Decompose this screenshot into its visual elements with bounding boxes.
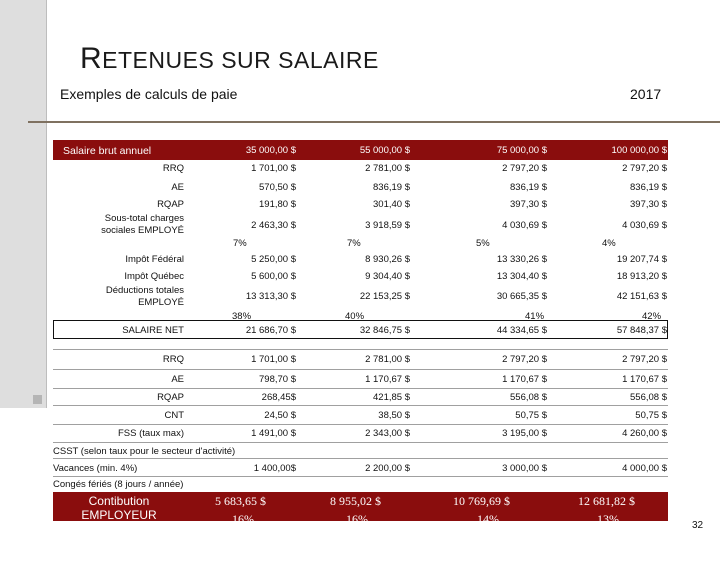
table-cell: 556,08 $ [630,392,667,403]
csst-label: CSST (selon taux pour le secteur d'activité) [53,446,236,457]
pct-cell: 4% [602,238,616,249]
table-cell: 50,75 $ [515,410,547,421]
footer-value: 5 683,65 $ [215,494,266,508]
table-cell: 44 334,65 $ [496,325,547,336]
row-label-fss: FSS (taux max) [118,428,184,439]
table-cell: 5 250,00 $ [251,254,296,265]
table-cell: 1 170,67 $ [502,374,547,385]
footer-label-2: EMPLOYEUR [81,508,157,522]
table-cell: 50,75 $ [635,410,667,421]
row-label-deductions: Déductions totales EMPLOYÉ [105,285,184,308]
table-cell: 30 665,35 $ [496,291,547,302]
table-cell: 32 846,75 $ [359,325,410,336]
salary-0: 35 000,00 $ [245,145,296,156]
title-initial: R [80,42,103,75]
table-cell: 13 304,40 $ [496,271,547,282]
header-label: Salaire brut annuel [63,145,152,157]
table-cell: 4 030,69 $ [622,220,667,231]
table-cell: 2 463,30 $ [251,220,296,231]
row-divider [53,424,668,425]
row-label-quebec: Impôt Québec [124,271,184,282]
table-cell: 42 151,63 $ [616,291,667,302]
pct-cell: 5% [476,238,490,249]
table-cell: 2 200,00 $ [365,463,410,474]
title-rule [28,121,720,123]
table-cell: 836,19 $ [630,182,667,193]
row-label-vacances: Vacances (min. 4%) [53,463,138,474]
side-decoration [0,0,46,408]
subtitle: Exemples de calculs de paie [60,86,238,102]
row-divider [53,349,668,350]
row-label-subtotal: Sous-total charges sociales EMPLOYÉ [101,213,184,236]
table-cell: 13 330,26 $ [496,254,547,265]
salary-2: 75 000,00 $ [496,145,547,156]
table-cell: 9 304,40 $ [365,271,410,282]
pct-cell: 42% [642,311,662,322]
table-cell: 1 170,67 $ [622,374,667,385]
pct-cell: 7% [233,238,247,249]
title-rest: ETENUES SUR SALAIRE [102,47,379,73]
table-cell: 2 797,20 $ [622,354,667,365]
table-cell: 13 313,30 $ [245,291,296,302]
footer-label-1: Contibution [88,494,150,508]
table-cell: 4 000,00 $ [622,463,667,474]
table-cell: 2 781,00 $ [365,354,410,365]
table-cell: 421,85 $ [373,392,410,403]
side-divider [46,0,47,408]
table-cell: 19 207,74 $ [616,254,667,265]
row-divider [53,405,668,406]
table-cell: 1 701,00 $ [251,354,296,365]
row-label-ae: AE [171,182,184,193]
footer-value: 8 955,02 $ [330,494,381,508]
table-cell: 2 781,00 $ [365,163,410,174]
row-label-cnt: CNT [164,410,184,421]
row-divider [53,388,668,389]
pct-cell: 38% [232,311,252,322]
table-cell: 1 491,00 $ [251,428,296,439]
pct-cell: 40% [345,311,365,322]
table-cell: 22 153,25 $ [359,291,410,302]
table-cell: 1 400,00$ [253,463,296,474]
footer-pct: 13% [597,512,619,526]
table-cell: 2 797,20 $ [622,163,667,174]
table-cell: 8 930,26 $ [365,254,410,265]
table-cell: 268,45$ [261,392,296,403]
footer-pct: 16% [346,512,368,526]
table-cell: 570,50 $ [259,182,296,193]
table-cell: 397,30 $ [510,199,547,210]
salary-3: 100 000,00 $ [611,145,667,156]
year: 2017 [630,86,662,102]
page-title [80,42,379,76]
table-cell: 798,70 $ [259,374,296,385]
table-cell: 1 170,67 $ [365,374,410,385]
row-label-rrq-employer: RRQ [162,354,184,365]
row-label-rqap-employer: RQAP [157,392,184,403]
row-divider [53,369,668,370]
conges-label: Congés fériés (8 jours / année) [53,479,184,490]
pct-cell: 41% [525,311,545,322]
table-cell: 18 913,20 $ [616,271,667,282]
table-cell: 4 030,69 $ [502,220,547,231]
table-cell: 191,80 $ [259,199,296,210]
table-cell: 1 701,00 $ [251,163,296,174]
table-cell: 5 600,00 $ [251,271,296,282]
row-label-rqap: RQAP [157,199,184,210]
table-cell: 2 797,20 $ [502,163,547,174]
table-cell: 836,19 $ [373,182,410,193]
footer-value: 10 769,69 $ [453,494,510,508]
table-cell: 397,30 $ [630,199,667,210]
table-cell: 3 000,00 $ [502,463,547,474]
table-cell: 301,40 $ [373,199,410,210]
page-number: 32 [692,520,704,531]
table-cell: 38,50 $ [378,410,410,421]
table-cell: 24,50 $ [264,410,296,421]
row-divider [53,476,668,477]
footer-pct: 14% [477,512,499,526]
salary-1: 55 000,00 $ [359,145,410,156]
table-cell: 57 848,37 $ [616,325,667,336]
row-label-federal: Impôt Fédéral [125,254,184,265]
table-cell: 2 343,00 $ [365,428,410,439]
table-cell: 556,08 $ [510,392,547,403]
footer-pct: 16% [232,512,254,526]
table-cell: 4 260,00 $ [622,428,667,439]
row-divider [53,458,668,459]
row-label-rrq: RRQ [162,163,184,174]
table-cell: 3 195,00 $ [502,428,547,439]
table-cell: 21 686,70 $ [245,325,296,336]
row-label-ae-employer: AE [171,374,184,385]
row-label-net: SALAIRE NET [122,325,184,336]
pct-cell: 7% [347,238,361,249]
table-cell: 3 918,59 $ [365,220,410,231]
table-cell: 2 797,20 $ [502,354,547,365]
bullet-square [33,395,42,404]
row-divider [53,442,668,443]
table-cell: 836,19 $ [510,182,547,193]
footer-value: 12 681,82 $ [578,494,635,508]
